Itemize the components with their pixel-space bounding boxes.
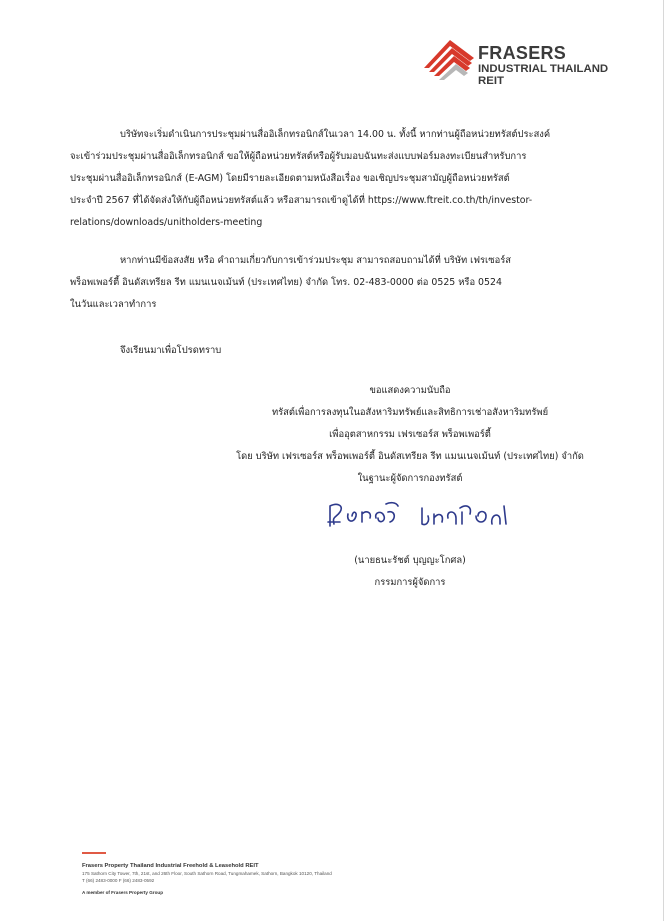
closing-line [70,340,600,362]
footer-accent-bar [82,852,106,854]
paragraph-line: ประจำปี 2567 ที่ได้จัดส่งให้กับผู้ถือหน่วยทรัสต์แล้ว หรือสามารถเข้าดูได้ที่ https://www.ftreit.co.th/th/investor- [70,195,533,206]
paragraph-line: relations/downloads/unitholders-meeting [70,217,263,228]
footer-address: 175 Sathorn City Tower, 7th, 21st, and 26th Floor, South Sathorn Road, Tungmahamek, Sathorn, Bangkok 10120, Thailand [82,871,332,876]
signatory-name: (นายธนะรัชต์ บุญญะโกศล) [354,555,466,566]
paragraph-line: ประชุมผ่านสื่ออิเล็กทรอนิกส์ (E-AGM) โดยมีรายละเอียดตามหนังสือเรื่อง ขอเชิญประชุมสามัญผู้ถือหน่วยทรัสต์ [70,173,510,184]
letterhead-footer [82,852,642,895]
logo-wordmark [478,44,608,88]
trust-name-line-1: ทรัสต์เพื่อการลงทุนในอสังหาริมทรัพย์และสิทธิการเช่าอสังหาริมทรัพย์ [271,407,549,418]
paragraph-line: จะเข้าร่วมประชุมผ่านสื่ออิเล็กทรอนิกส์ ขอให้ผู้ถือหน่วยทรัสต์หรือผู้รับมอบฉันทะส่งแบบฟอร์มลงทะเบียนสำหรับการ [70,151,527,162]
regards-text: ขอแสดงความนับถือ [369,385,451,396]
signatory-details [200,550,620,594]
logo-line-reit: REIT [478,75,504,88]
footer-phone: T (66) 2483-0000 F (66) 2483-0592 [82,878,155,883]
company-logo [420,30,630,90]
signature-block-header [200,380,620,490]
frasers-logo-mark-icon [420,34,478,86]
paragraph-line: หากท่านมีข้อสงสัย หรือ คำถามเกี่ยวกับการเข้าร่วมประชุม สามารถสอบถามได้ที่ บริษัท เฟรเซอร์ส [120,255,511,266]
paragraph-line: บริษัทจะเริ่มดำเนินการประชุมผ่านสื่ออิเล็กทรอนิกส์ในเวลา 14.00 น. ทั้งนี้ หากท่านผู้ถือหน่วยทรัสต์ประสงค์ [120,129,551,140]
manager-role: ในฐานะผู้จัดการกองทรัสต์ [357,473,463,484]
paragraph-line: พร็อพเพอร์ตี้ อินดัสเทรียล รีท แมนเนจเม้นท์ (ประเทศไทย) จำกัด โทร. 02-483-0000 ต่อ 0525 หรือ 0524 [70,277,502,288]
footer-member-note: A member of Frasers Property Group [82,890,164,895]
paragraph-contact [70,250,600,316]
handwritten-signature [326,496,516,534]
signatory-title: กรรมการผู้จัดการ [374,577,446,588]
trust-name-line-2: เพื่ออุตสาหกรรม เฟรเซอร์ส พร็อพเพอร์ตี้ [329,429,491,440]
page-edge-divider [663,0,664,921]
logo-line-frasers: FRASERS [478,43,567,63]
logo-line-industrial: INDUSTRIAL THAILAND [478,63,609,75]
paragraph-meeting-info [70,124,600,234]
manager-name: โดย บริษัท เฟรเซอร์ส พร็อพเพอร์ตี้ อินดัสเทรียล รีท แมนเนจเม้นท์ (ประเทศไทย) จำกัด [236,451,584,462]
closing-text: จึงเรียนมาเพื่อโปรดทราบ [120,345,222,356]
footer-entity-name: Frasers Property Thailand Industrial Freehold & Leasehold REIT [82,863,259,869]
paragraph-line: ในวันและเวลาทำการ [70,299,157,310]
